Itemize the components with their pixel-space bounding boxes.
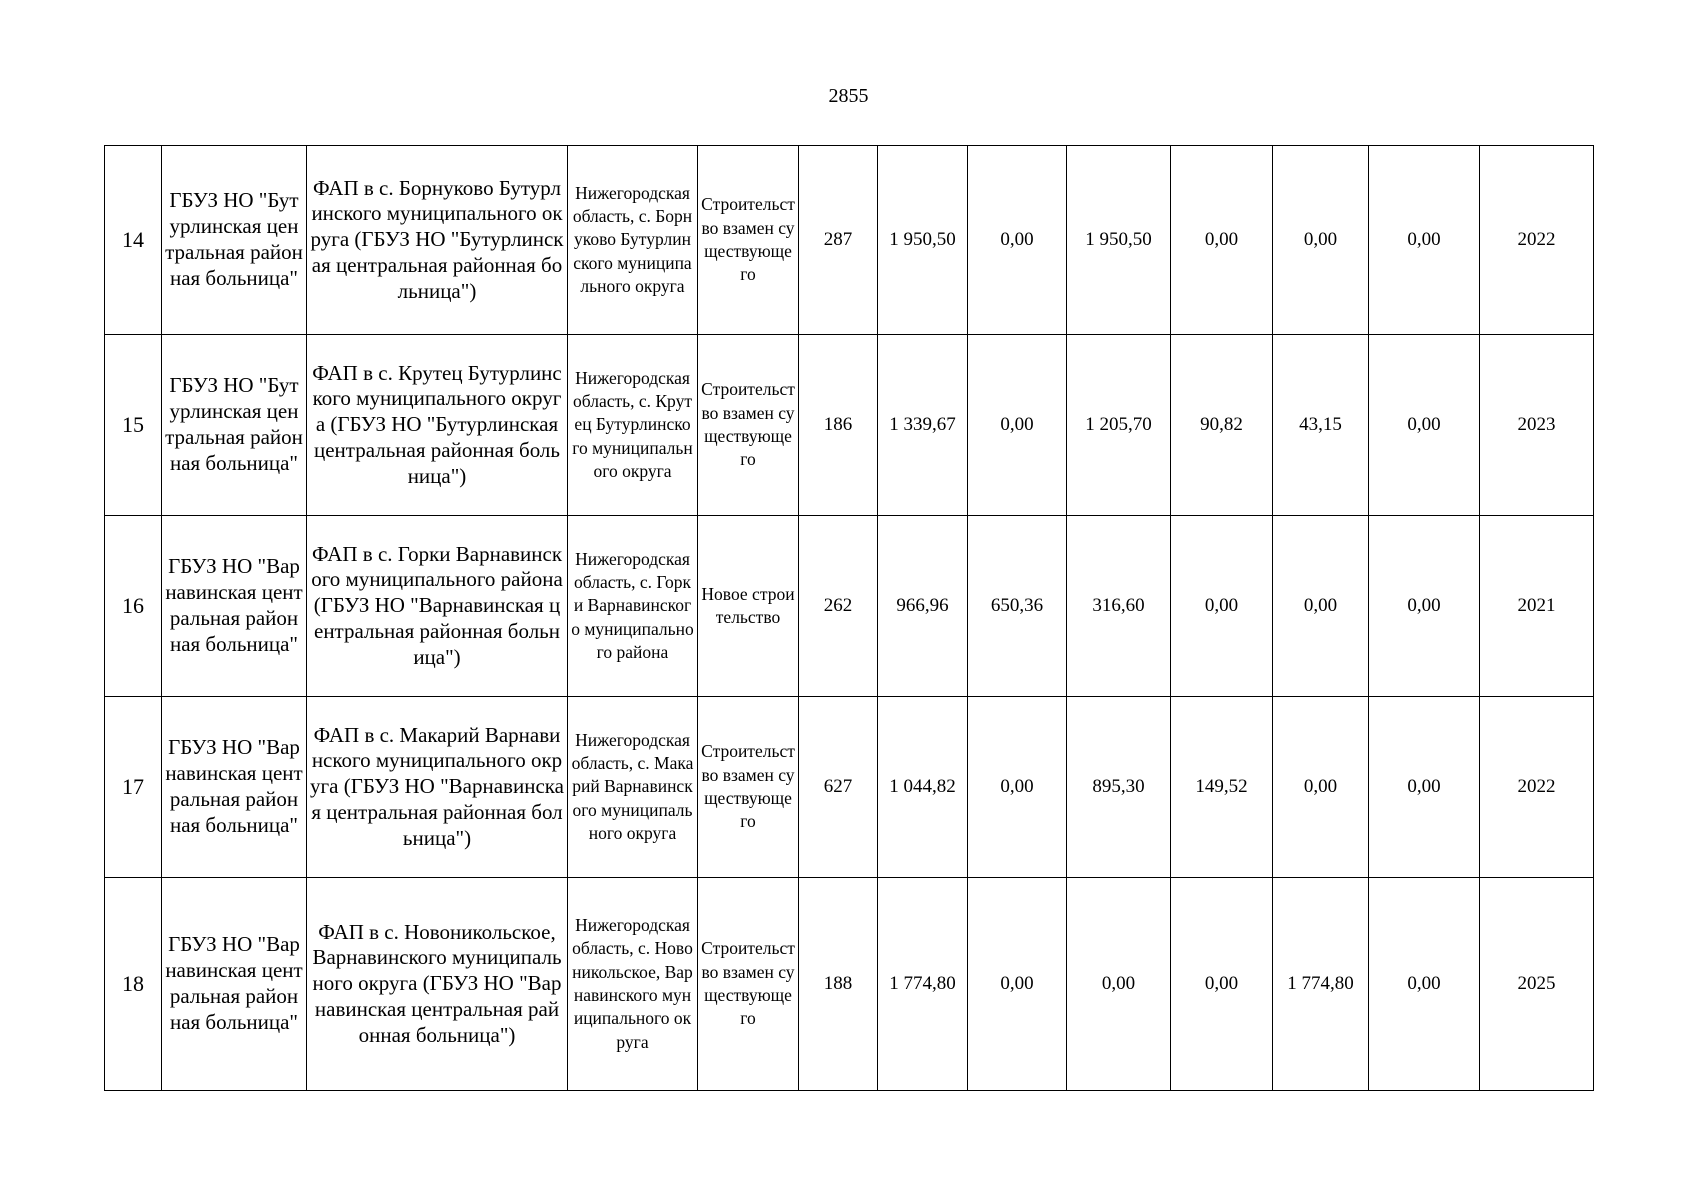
cost-2025-cell: 0,00 — [1369, 146, 1480, 335]
cost-2023-cell: 0,00 — [1171, 516, 1273, 697]
construction-type-cell: Строительство взамен существующего — [698, 146, 799, 335]
address-cell: Нижегородская область, с. Борнуково Бутурлинского муниципального округа — [568, 146, 698, 335]
cost-2023-cell: 0,00 — [1171, 146, 1273, 335]
row-number: 18 — [105, 878, 162, 1091]
cost-2025-cell: 0,00 — [1369, 878, 1480, 1091]
cost-2024-cell: 43,15 — [1273, 335, 1369, 516]
table-row — [105, 878, 1594, 1091]
total-cost-cell: 1 339,67 — [878, 335, 968, 516]
row-number: 16 — [105, 516, 162, 697]
row-number: 15 — [105, 335, 162, 516]
construction-type-cell: Строительство взамен существующего — [698, 878, 799, 1091]
cost-2021-cell: 0,00 — [968, 697, 1067, 878]
cost-2022-cell: 316,60 — [1067, 516, 1171, 697]
facility-name-cell: ФАП в с. Макарий Варнавинского муниципального округа (ГБУЗ НО "Варнавинская центральная районная больница") — [307, 697, 568, 878]
address-cell: Нижегородская область, с. Новоникольское, Варнавинского муниципального округа — [568, 878, 698, 1091]
address-cell: Нижегородская область, с. Горки Варнавинского муниципального района — [568, 516, 698, 697]
area-cell: 262 — [799, 516, 878, 697]
year-cell: 2022 — [1480, 146, 1594, 335]
area-cell: 186 — [799, 335, 878, 516]
year-cell: 2025 — [1480, 878, 1594, 1091]
cost-2024-cell: 1 774,80 — [1273, 878, 1369, 1091]
cost-2023-cell: 149,52 — [1171, 697, 1273, 878]
year-cell: 2022 — [1480, 697, 1594, 878]
cost-2021-cell: 0,00 — [968, 335, 1067, 516]
cost-2022-cell: 0,00 — [1067, 878, 1171, 1091]
cost-2025-cell: 0,00 — [1369, 335, 1480, 516]
area-cell: 188 — [799, 878, 878, 1091]
total-cost-cell: 1 774,80 — [878, 878, 968, 1091]
organization-cell: ГБУЗ НО "Бутурлинская центральная районная больница" — [162, 146, 307, 335]
construction-type-cell: Строительство взамен существующего — [698, 335, 799, 516]
cost-2022-cell: 895,30 — [1067, 697, 1171, 878]
area-cell: 627 — [799, 697, 878, 878]
table-row — [105, 146, 1594, 335]
cost-2023-cell: 0,00 — [1171, 878, 1273, 1091]
table-row — [105, 697, 1594, 878]
cost-2021-cell: 0,00 — [968, 878, 1067, 1091]
construction-type-cell: Новое строительство — [698, 516, 799, 697]
facilities-table — [104, 145, 1594, 1091]
cost-2025-cell: 0,00 — [1369, 697, 1480, 878]
cost-2022-cell: 1 205,70 — [1067, 335, 1171, 516]
year-cell: 2023 — [1480, 335, 1594, 516]
organization-cell: ГБУЗ НО "Варнавинская центральная районная больница" — [162, 878, 307, 1091]
organization-cell: ГБУЗ НО "Бутурлинская центральная районная больница" — [162, 335, 307, 516]
address-cell: Нижегородская область, с. Макарий Варнавинского муниципального округа — [568, 697, 698, 878]
facility-name-cell: ФАП в с. Крутец Бутурлинского муниципального округа (ГБУЗ НО "Бутурлинская центральная районная больница") — [307, 335, 568, 516]
total-cost-cell: 1 950,50 — [878, 146, 968, 335]
cost-2024-cell: 0,00 — [1273, 146, 1369, 335]
construction-type-cell: Строительство взамен существующего — [698, 697, 799, 878]
cost-2024-cell: 0,00 — [1273, 516, 1369, 697]
cost-2023-cell: 90,82 — [1171, 335, 1273, 516]
cost-2024-cell: 0,00 — [1273, 697, 1369, 878]
facility-name-cell: ФАП в с. Борнуково Бутурлинского муниципального округа (ГБУЗ НО "Бутурлинская центральная районная больница") — [307, 146, 568, 335]
cost-2025-cell: 0,00 — [1369, 516, 1480, 697]
organization-cell: ГБУЗ НО "Варнавинская центральная районная больница" — [162, 697, 307, 878]
cost-2021-cell: 650,36 — [968, 516, 1067, 697]
row-number: 17 — [105, 697, 162, 878]
facility-name-cell: ФАП в с. Горки Варнавинского муниципального района (ГБУЗ НО "Варнавинская центральная районная больница") — [307, 516, 568, 697]
address-cell: Нижегородская область, с. Крутец Бутурлинского муниципального округа — [568, 335, 698, 516]
facility-name-cell: ФАП в с. Новоникольское, Варнавинского муниципального округа (ГБУЗ НО "Варнавинская центральная районная больница") — [307, 878, 568, 1091]
page-number: 2855 — [828, 85, 869, 107]
table-row — [105, 335, 1594, 516]
cost-2021-cell: 0,00 — [968, 146, 1067, 335]
cost-2022-cell: 1 950,50 — [1067, 146, 1171, 335]
row-number: 14 — [105, 146, 162, 335]
organization-cell: ГБУЗ НО "Варнавинская центральная районная больница" — [162, 516, 307, 697]
total-cost-cell: 1 044,82 — [878, 697, 968, 878]
total-cost-cell: 966,96 — [878, 516, 968, 697]
area-cell: 287 — [799, 146, 878, 335]
table-row — [105, 516, 1594, 697]
year-cell: 2021 — [1480, 516, 1594, 697]
